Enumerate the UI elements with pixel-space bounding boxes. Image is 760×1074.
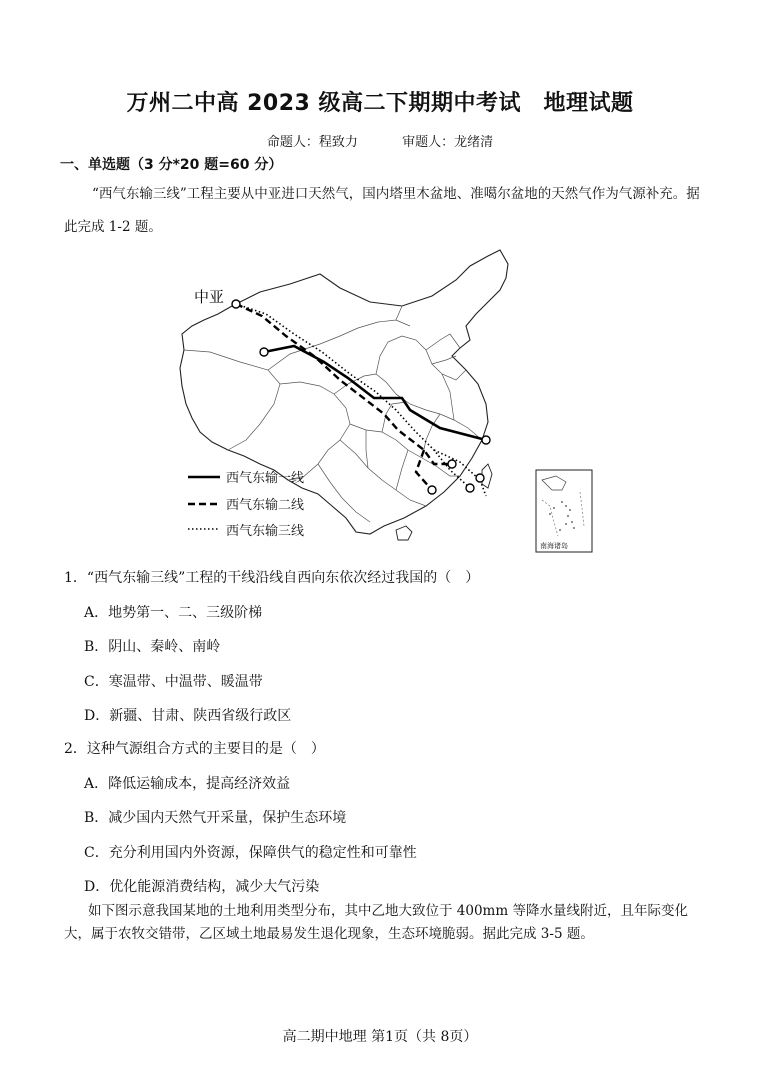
page-footer: 高二期中地理 第1页（共 8页）: [282, 1029, 478, 1045]
pipeline-line-1: [264, 346, 486, 440]
question-1-option-b: B．阴山、秦岭、南岭: [84, 639, 221, 655]
central-asia-label: 中亚: [194, 288, 225, 306]
china-pipeline-map: [170, 244, 600, 556]
pipeline-line-2: [236, 304, 452, 464]
hainan-island: [396, 526, 412, 540]
question-2-option-a: A．降低运输成本，提高经济效益: [84, 776, 291, 792]
inset-label: 南海诸岛: [540, 542, 568, 550]
map-legend: [188, 470, 304, 539]
question-1-option-c: C．寒温带、中温带、暖温带: [84, 674, 263, 690]
authors-line: [0, 131, 760, 150]
south-china-sea-inset: [536, 470, 592, 552]
question-2-stem: 2．这种气源组合方式的主要目的是（ ）: [64, 741, 325, 757]
legend-line-2: 西气东输二线: [226, 498, 305, 513]
question-reviewer: 审题人：龙绪清: [402, 135, 494, 150]
question-2-option-c: C．充分利用国内外资源，保障供气的稳定性和可靠性: [84, 845, 417, 861]
pipeline-line-3-branch: [434, 450, 486, 496]
province-boundaries: [184, 306, 482, 522]
question-1-option-d: D．新疆、甘肃、陕西省级行政区: [84, 708, 292, 724]
question-setter: 命题人：程致力: [266, 135, 358, 150]
legend-line-1: 西气东输一线: [226, 471, 305, 486]
section-heading: 一、单选题（3 分*20 题=60 分）: [60, 157, 283, 173]
exam-title: 万州二中高 2023 级高二下期期中考试 地理试题: [126, 91, 634, 116]
pipeline-line-3: [236, 304, 470, 488]
legend-line-3: 西气东输三线: [226, 524, 305, 539]
intro-paragraph-1: “西气东输三线”工程主要从中亚进口天然气，国内塔里木盆地、准噶尔盆地的天然气作为气源补充。据此完成 1-2 题。: [64, 186, 700, 235]
china-outline: [180, 250, 508, 534]
question-2-option-d: D．优化能源消费结构，减少大气污染: [84, 879, 320, 895]
intro-paragraph-2: 如下图示意我国某地的土地利用类型分布，其中乙地大致位于 400mm 等降水量线附近，且年际变化大，属于农牧交错带，乙区域土地最易发生退化现象，生态环境脆弱。据此完成 3-5 题。: [64, 903, 688, 942]
question-1-stem: 1．“西气东输三线”工程的干线沿线自西向东依次经过我国的（ ）: [64, 570, 480, 586]
question-2-option-b: B．减少国内天然气开采量，保护生态环境: [84, 810, 347, 826]
question-1-option-a: A．地势第一、二、三级阶梯: [84, 605, 263, 621]
